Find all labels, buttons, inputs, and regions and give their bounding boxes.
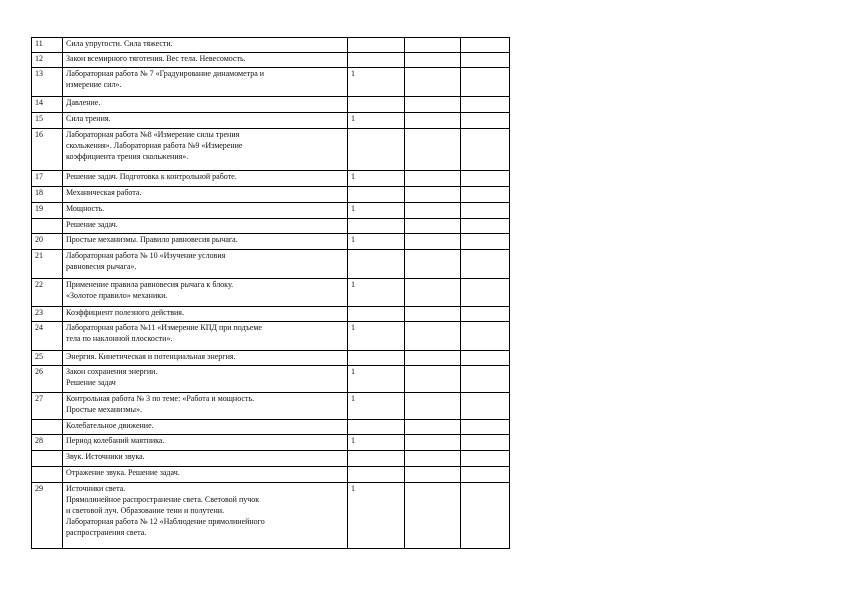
lesson-number: 17 <box>32 171 63 187</box>
lesson-topic: Отражение звука. Решение задач. <box>63 467 348 483</box>
lesson-topic: Лабораторная работа № 10 «Изучение условия равновесия рычага». <box>63 250 348 279</box>
empty-cell <box>405 38 461 53</box>
lesson-hours <box>348 250 405 279</box>
lesson-hours: 1 <box>348 366 405 393</box>
table-row <box>32 483 510 549</box>
empty-cell <box>461 393 510 420</box>
lesson-plan-body <box>32 38 510 549</box>
empty-cell <box>461 53 510 68</box>
empty-cell <box>461 171 510 187</box>
lesson-number: 23 <box>32 307 63 322</box>
lesson-number: 18 <box>32 187 63 203</box>
lesson-topic: Закон всемирного тяготения. Вес тела. Невесомость. <box>63 53 348 68</box>
lesson-number: 13 <box>32 68 63 97</box>
lesson-topic: Закон сохранения энергии. Решение задач <box>63 366 348 393</box>
lesson-topic: Простые механизмы. Правило равновесия рычага. <box>63 234 348 250</box>
empty-cell <box>461 366 510 393</box>
table-row <box>32 68 510 97</box>
empty-cell <box>405 483 461 549</box>
lesson-hours <box>348 53 405 68</box>
lesson-topic: Энергия. Кинетическая и потенциальная энергия. <box>63 351 348 366</box>
table-row <box>32 250 510 279</box>
empty-cell <box>461 129 510 171</box>
lesson-hours <box>348 219 405 234</box>
lesson-number: 19 <box>32 203 63 219</box>
lesson-number <box>32 467 63 483</box>
table-row <box>32 113 510 129</box>
table-row <box>32 420 510 435</box>
table-row <box>32 366 510 393</box>
lesson-topic: Лабораторная работа № 7 «Градуирование динамометра и измерение сил». <box>63 68 348 97</box>
empty-cell <box>405 203 461 219</box>
lesson-hours: 1 <box>348 68 405 97</box>
lesson-hours <box>348 97 405 113</box>
empty-cell <box>461 420 510 435</box>
lesson-topic: Механическая работа. <box>63 187 348 203</box>
table-row <box>32 53 510 68</box>
lesson-number: 21 <box>32 250 63 279</box>
empty-cell <box>461 322 510 351</box>
lesson-hours: 1 <box>348 435 405 451</box>
table-row <box>32 203 510 219</box>
empty-cell <box>405 420 461 435</box>
table-row <box>32 351 510 366</box>
lesson-hours: 1 <box>348 203 405 219</box>
lesson-number <box>32 219 63 234</box>
lesson-hours <box>348 420 405 435</box>
empty-cell <box>461 451 510 467</box>
lesson-hours: 1 <box>348 279 405 307</box>
empty-cell <box>405 129 461 171</box>
lesson-topic: Решение задач. <box>63 219 348 234</box>
table-row <box>32 307 510 322</box>
lesson-hours <box>348 451 405 467</box>
empty-cell <box>405 435 461 451</box>
lesson-topic: Решение задач. Подготовка к контрольной работе. <box>63 171 348 187</box>
empty-cell <box>461 234 510 250</box>
empty-cell <box>405 187 461 203</box>
empty-cell <box>461 187 510 203</box>
lesson-topic: Звук. Источники звука. <box>63 451 348 467</box>
table-row <box>32 129 510 171</box>
lesson-topic: Применение правила равновесия рычага к блоку. «Золотое правило» механики. <box>63 279 348 307</box>
lesson-number: 29 <box>32 483 63 549</box>
lesson-topic: Контрольная работа № 3 по теме: «Работа и мощность. Простые механизмы». <box>63 393 348 420</box>
lesson-hours <box>348 467 405 483</box>
empty-cell <box>405 234 461 250</box>
empty-cell <box>461 113 510 129</box>
empty-cell <box>405 113 461 129</box>
empty-cell <box>461 250 510 279</box>
empty-cell <box>461 38 510 53</box>
empty-cell <box>405 467 461 483</box>
empty-cell <box>405 393 461 420</box>
table-row <box>32 451 510 467</box>
lesson-number: 25 <box>32 351 63 366</box>
empty-cell <box>461 483 510 549</box>
empty-cell <box>405 53 461 68</box>
lesson-hours: 1 <box>348 322 405 351</box>
empty-cell <box>461 203 510 219</box>
lesson-number: 27 <box>32 393 63 420</box>
lesson-topic: Лабораторная работа №11 «Измерение КПД при подъеме тела по наклонной плоскости». <box>63 322 348 351</box>
lesson-number: 22 <box>32 279 63 307</box>
lesson-topic: Лабораторная работа №8 «Измерение силы трения скольжения». Лабораторная работа №9 «Измерение коэффициента трения скольжения». <box>63 129 348 171</box>
lesson-hours <box>348 38 405 53</box>
lesson-topic: Сила трения. <box>63 113 348 129</box>
lesson-hours: 1 <box>348 113 405 129</box>
table-row <box>32 187 510 203</box>
lesson-topic: Период колебаний маятника. <box>63 435 348 451</box>
table-row <box>32 279 510 307</box>
table-row <box>32 467 510 483</box>
empty-cell <box>405 279 461 307</box>
lesson-number: 28 <box>32 435 63 451</box>
empty-cell <box>405 171 461 187</box>
empty-cell <box>461 351 510 366</box>
empty-cell <box>405 68 461 97</box>
lesson-hours: 1 <box>348 171 405 187</box>
lesson-number: 24 <box>32 322 63 351</box>
lesson-number: 15 <box>32 113 63 129</box>
lesson-number: 12 <box>32 53 63 68</box>
lesson-hours <box>348 351 405 366</box>
empty-cell <box>405 351 461 366</box>
lesson-topic: Источники света. Прямолинейное распространение света. Световой пучок и световой луч. Образование тени и полутени. Лабораторная работа № 12 «Наблюдение прямолинейного распространения света. <box>63 483 348 549</box>
lesson-hours <box>348 307 405 322</box>
table-row <box>32 435 510 451</box>
empty-cell <box>405 250 461 279</box>
lesson-number: 14 <box>32 97 63 113</box>
empty-cell <box>461 279 510 307</box>
lesson-plan-table <box>31 37 510 549</box>
table-row <box>32 393 510 420</box>
table-row <box>32 171 510 187</box>
empty-cell <box>461 68 510 97</box>
lesson-topic: Коэффициент полезного действия. <box>63 307 348 322</box>
table-row <box>32 219 510 234</box>
empty-cell <box>405 451 461 467</box>
empty-cell <box>461 467 510 483</box>
lesson-hours <box>348 187 405 203</box>
table-row <box>32 322 510 351</box>
lesson-hours: 1 <box>348 393 405 420</box>
lesson-topic: Давление. <box>63 97 348 113</box>
empty-cell <box>405 97 461 113</box>
table-row <box>32 97 510 113</box>
table-row <box>32 234 510 250</box>
lesson-number: 16 <box>32 129 63 171</box>
empty-cell <box>461 307 510 322</box>
lesson-hours: 1 <box>348 483 405 549</box>
empty-cell <box>405 322 461 351</box>
lesson-topic: Сила упругости. Сила тяжести. <box>63 38 348 53</box>
lesson-topic: Мощность. <box>63 203 348 219</box>
empty-cell <box>461 435 510 451</box>
lesson-number: 20 <box>32 234 63 250</box>
lesson-number: 26 <box>32 366 63 393</box>
lesson-number <box>32 451 63 467</box>
table-row <box>32 38 510 53</box>
lesson-hours <box>348 129 405 171</box>
lesson-topic: Колебательное движение. <box>63 420 348 435</box>
lesson-number <box>32 420 63 435</box>
empty-cell <box>405 219 461 234</box>
empty-cell <box>405 307 461 322</box>
lesson-number: 11 <box>32 38 63 53</box>
empty-cell <box>405 366 461 393</box>
empty-cell <box>461 97 510 113</box>
empty-cell <box>461 219 510 234</box>
lesson-hours: 1 <box>348 234 405 250</box>
